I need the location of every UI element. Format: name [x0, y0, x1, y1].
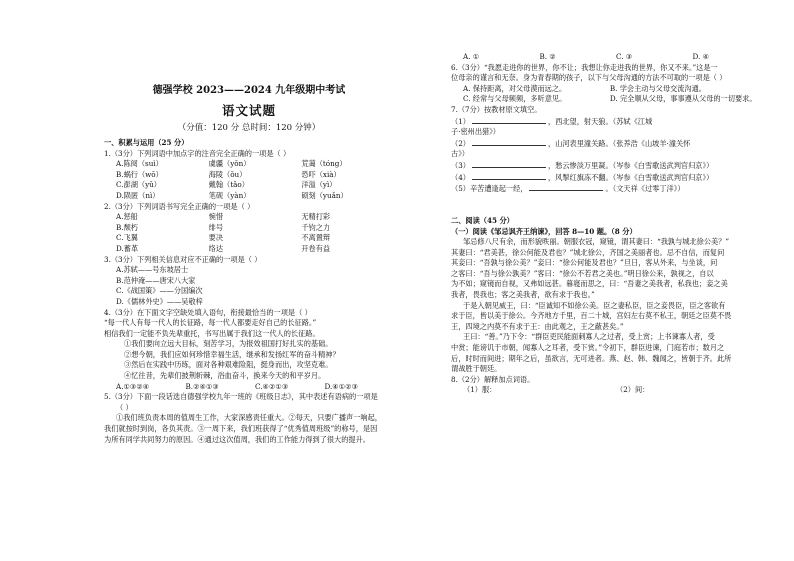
text-line: ①我们班负责本周的值周生工作，大家深感责任重大。②每天，只要广播声一响起，: [116, 413, 382, 423]
exam-subject-title: 语文试题: [221, 103, 276, 118]
answer-option: 洋溢（yì）: [301, 180, 337, 190]
answer-option: A.①③②④: [116, 381, 150, 391]
answer-options: [104, 191, 394, 202]
answer-option: 要决: [208, 233, 224, 243]
text-line: 其妾曰：“吾孰与徐公美？”妾曰：“徐公何能及君也？”旦日，客从外来，与坐谈，问: [451, 258, 718, 268]
text-line: [451, 205, 769, 216]
answer-option: 络达: [208, 243, 224, 253]
answer-options: [104, 382, 394, 393]
section-heading: （一）阅读《邹忌讽齐王纳谏》，回答 8—10 题。（8 分）: [451, 226, 637, 236]
text-line: 王，四境之内莫不有求于王：由此观之，王之蔽甚矣。”: [451, 321, 624, 331]
text-line: 古》）: [451, 149, 469, 159]
blank-prefix: （1）: [451, 116, 470, 126]
answer-option: D.陨匿（nì）: [116, 190, 160, 200]
answer-option: A. ①: [463, 52, 480, 61]
text-line: ③然后在实践中历练，面对各种艰难险阻，挺身而出，攻坚克难。: [124, 360, 333, 370]
right-question-list: [451, 52, 769, 396]
text-line: 之客曰：“吾与徐公孰美？”客曰：“徐公不若君之美也。”明日徐公来，孰视之，自以: [451, 268, 714, 278]
answer-options: [104, 180, 394, 191]
text-line: 4.（3分）在下面文字空缺处填入语句，衔接最恰当的一项是（ ）: [104, 307, 312, 317]
text-line: 我者，畏我也；客之美我者，欲有求于我也。”: [451, 290, 595, 300]
text-line: 为所有同学共同努力的原因。④通过这次值周，我们的工作能力得到了很大的提升。: [104, 434, 370, 444]
answer-option: C.飞翼: [116, 233, 138, 243]
section-heading: 二、阅读（45 分）: [451, 215, 514, 225]
answer-option: A. 保持距离，对父母漠而远之。: [463, 83, 567, 93]
text-line: 其妻曰：“君美甚，徐公何能及君也？”城北徐公，齐国之美丽者也。忌不自信，而复问: [451, 247, 725, 257]
fill-blank-line: [451, 183, 769, 195]
blank-suffix: ，山河表里潼关路。（张养浩《山坡羊·潼关怀: [547, 138, 691, 148]
text-line: 邹忌修八尺有余，而形貌昳丽。朝服衣冠，窥镜，谓其妻曰：“我孰与城北徐公美？”: [463, 237, 730, 247]
text-line: 5.（3分）下面一段话选自德强学校九年一班的《班级日志》，其中表述有语病的一项是: [104, 392, 378, 402]
answer-blank: [472, 160, 546, 168]
answer-option: 硕刻（yuǎn）: [301, 190, 348, 200]
answer-options: [451, 52, 769, 63]
text-line: ④忆往昔，先辈们披荆斩棘，浴血奋斗，换来今天的和平岁月。: [124, 371, 326, 381]
answer-options: [104, 244, 394, 255]
answer-option: D.蓄革: [116, 243, 139, 253]
text-line: [451, 84, 769, 95]
text-line: 2.（3分）下列词语书写完全正确的一项是（ ）: [104, 201, 255, 211]
answer-option: D. 完全顺从父母，事事遵从父母的一切要求。: [609, 94, 757, 104]
answer-option: 惋惜: [208, 212, 224, 222]
answer-option: A.陈阅（suì）: [116, 159, 163, 169]
text-line: 1.（3分）下列词语中加点字的注音完全正确的一项是（ ）: [104, 148, 291, 158]
section-heading: 一、积累与运用（25 分）: [104, 138, 189, 147]
answer-blank: [472, 172, 546, 180]
answer-options: [104, 212, 394, 223]
fill-blank-line: [451, 138, 769, 150]
blank-suffix: ，风掣红旗冻不翻。（岑参《白雪歌送武判官归京》）: [547, 172, 714, 182]
answer-option: 开卷有益: [301, 243, 331, 253]
answer-option: C.④②①③: [255, 381, 289, 391]
text-line: 3.（3分）下列相关信息对应不正确的一项是（ ）: [104, 254, 262, 264]
text-line: D.《儒林外史》——吴敬梓: [116, 296, 203, 306]
answer-options: [104, 159, 394, 170]
answer-option: B. ②: [539, 52, 556, 61]
answer-option: 笔砚（yàn）: [208, 190, 251, 200]
text-line: 于是入朝见威王，曰：“臣诚知不如徐公美。臣之妻私臣，臣之妾畏臣，臣之客欲有: [463, 300, 726, 310]
answer-options: [451, 385, 769, 396]
text-line: [451, 94, 769, 105]
answer-option: B.②④①③: [185, 381, 219, 391]
answer-option: C. 经常与父母频频，多听意见。: [463, 94, 567, 104]
answer-option: （2）间：: [616, 385, 650, 395]
text-line: 子·密州出猎》）: [451, 127, 500, 137]
text-line: B.范仲淹——唐宋八大家: [116, 275, 196, 285]
answer-options: [104, 223, 394, 234]
answer-option: 千钧之力: [301, 222, 331, 232]
answer-option: B.颓朽: [116, 222, 138, 232]
answer-option: 海陵（ǒu）: [208, 169, 247, 179]
left-question-list: [104, 138, 394, 445]
answer-option: C. ③: [616, 52, 633, 61]
score-time-info: （分值：120 分 总时间：120 分钟）: [177, 123, 321, 133]
blank-suffix: ，愁云惨淡万里凝。（岑参《白雪歌送武判官归京》）: [547, 160, 714, 170]
answer-option: 恐吓（xià）: [301, 169, 341, 179]
text-line: ②想今朝，我们应如何珍惜幸福生活，继承和发扬红军的奋斗精神？: [124, 349, 340, 359]
text-line: 8.（2分）解释加点词语。: [451, 374, 535, 384]
blank-prefix: （3）: [451, 160, 470, 170]
answer-option: D. ④: [692, 52, 710, 61]
answer-options: [104, 170, 394, 181]
text-line: 谓战胜于朝廷。: [451, 364, 502, 374]
blank-prefix: （4）: [451, 172, 470, 182]
answer-option: 绯号: [208, 222, 224, 232]
text-line: 中赏；能谤讥于市朝，闻寡人之耳者，受下赏。”令初下，群臣进谏，门庭若市；数月之: [451, 343, 725, 353]
text-line: （ ）: [116, 402, 133, 412]
text-line: 我们就按时到岗，各负其责。③一周下来，我们班获得了“优秀值周班级”的称号，是因: [104, 424, 378, 434]
text-line: 王曰：“善。”乃下令：“群臣吏民能面刺寡人之过者，受上赏；上书谏寡人者，受: [463, 332, 715, 342]
blank-suffix: 。（文天祥《过零丁洋》）: [605, 184, 685, 194]
text-line: 6.（3分）“我愿走进你的世界，你不让；我想让你走进我的世界，你又不来。”这是一: [451, 62, 718, 72]
answer-option: C.澎湖（yǔ）: [116, 180, 161, 190]
text-line: “每一代人有每一代人的长征路，每一代人都要走好自己的长征路。”: [104, 318, 317, 328]
answer-options: [104, 233, 394, 244]
left-column: [104, 0, 394, 445]
answer-option: 虞疆（yǒn）: [208, 159, 251, 169]
blank-prefix: （2）: [451, 138, 470, 148]
text-line: 相信我们一定能不负先辈重托，书写出属于我们这一代人的长征路。: [104, 328, 320, 338]
answer-option: 不离置辩: [301, 233, 331, 243]
answer-option: （1）服：: [463, 385, 497, 395]
text-line: C.《战国策》——分国编次: [116, 286, 203, 296]
text-line: 位母亲的谨言和无奈。身为青春期的孩子，以下与父母沟通的方法不可取的一项是（ ）: [451, 73, 727, 83]
answer-option: D.④①②③: [324, 381, 359, 391]
answer-option: 荒蔼（tóng）: [301, 159, 347, 169]
text-line: 求于臣，皆以美于徐公。今齐地方千里，百二十城，宫妇左右莫不私王，朝廷之臣莫不畏: [451, 311, 732, 321]
fill-blank-line: [451, 116, 769, 128]
text-line: 后，时时而间进；期年之后，虽欲言，无可进者。燕、赵、韩、魏闻之，皆朝于齐。此所: [451, 353, 732, 363]
answer-option: 无精打彩: [301, 212, 331, 222]
text-line: [451, 195, 769, 206]
answer-blank: [529, 183, 603, 191]
blank-suffix: ，西北望，射天狼。（苏轼《江城: [547, 116, 653, 126]
answer-blank: [472, 138, 546, 146]
answer-option: B. 学会主动与父母交流沟通。: [609, 83, 706, 93]
text-line: 7.（7分）按教材原文填空。: [451, 104, 542, 114]
text-line: 为不如；窥镜而自视，又弗如远甚。暮寝而思之，曰：“吾妻之美我者，私我也；妾之美: [451, 279, 728, 289]
answer-blank: [472, 116, 546, 124]
text-line: A.苏轼——号东坡居士: [116, 265, 189, 275]
exam-school-title: 德强学校 2023——2024 九年级期中考试: [152, 85, 346, 96]
text-line: ①我们要向立远大目标，刻苦学习，为报效祖国打好扎实的基础。: [124, 339, 333, 349]
right-column: [451, 0, 769, 396]
blank-prefix: （5）辛苦遭逢起一经，: [451, 184, 528, 194]
fill-blank-line: [451, 172, 769, 184]
fill-blank-line: [451, 160, 769, 172]
answer-option: A.惩船: [116, 212, 138, 222]
answer-option: 戴翰（tǎo）: [208, 180, 249, 190]
answer-option: B.蜗行（wō）: [116, 169, 163, 179]
